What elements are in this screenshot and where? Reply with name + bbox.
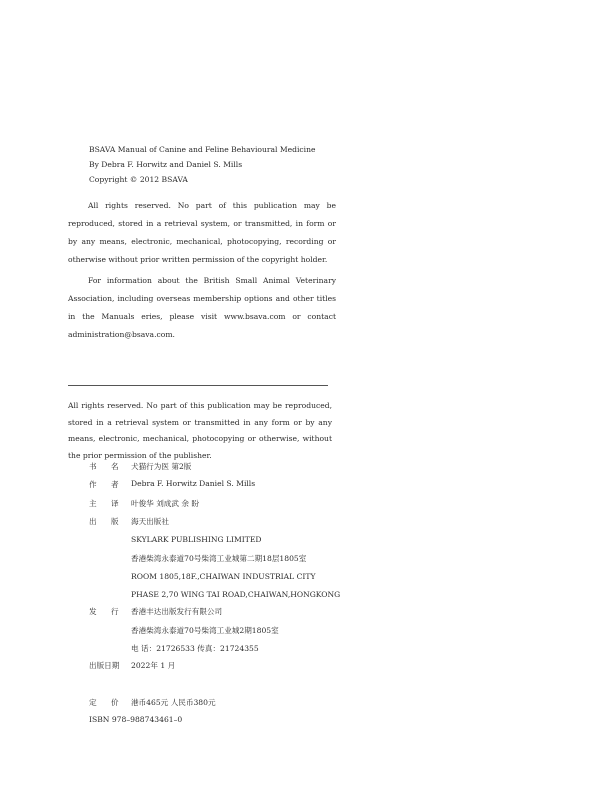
book-copyright: Copyright © 2012 BSAVA [89,175,188,184]
publisher-address-cn: 香港柴湾永泰道70号柴湾工业城第二期18层1805室 [131,554,307,563]
label-char: 书 [89,462,97,471]
label-char: 作 [89,480,97,489]
author-value: Debra F. Horwitz Daniel S. Mills [131,479,256,488]
translator-value: 叶俊华 刘成武 余 盼 [131,499,199,508]
label-char: 主 [89,499,97,508]
label-char: 定 [89,698,97,707]
book-title: BSAVA Manual of Canine and Feline Behavioural Medicine [89,145,316,154]
price-value: 港币465元 人民币380元 [131,698,216,707]
label-char: 译 [111,499,119,508]
book-authors: By Debra F. Horwitz and Daniel S. Mills [89,160,243,169]
phone-fax: 电 话：21726533 传真：21724355 [131,644,259,653]
publisher-address-en-1: ROOM 1805,18F.,CHAIWAN INDUSTRIAL CITY [131,572,316,581]
date-value: 2022年 1 月 [131,661,176,670]
label-char: 行 [111,607,119,616]
rights-text: All rights reserved. No part of this publication may be reproduced, stored in a retrieval system, or transmitted, in form or by any means, electronic, mechanical, photocopying, recording or otherwise without prior written permission of the copyright holder. [68,201,336,264]
label-char: 版 [111,517,119,526]
publisher-address-en-2: PHASE 2,70 WING TAI ROAD,CHAIWAN,HONGKONG [131,590,341,599]
book-title-value: 犬猫行为医 第2版 [131,462,192,471]
label-char: 发 [89,607,97,616]
distributor-value: 香港丰达出版发行有限公司 [131,607,223,616]
date-label: 出版日期 [89,661,120,670]
edition-rights-text: All rights reserved. No part of this publication may be reproduced, stored in a retrieval system or transmitted in any form or by any means, electronic, mechanical, photocopying or otherwise, without the prior permission of the publisher. [68,401,332,460]
publisher-english-name: SKYLARK PUBLISHING LIMITED [131,535,262,544]
label-char: 名 [111,462,119,471]
label-char: 出 [89,517,97,526]
association-text: For information about the British Small Animal Veterinary Association, including overseas membership options and other titles in the Manuals eries, please visit www.bsava.com or contact administration@bsava.com. [68,276,336,339]
publisher-value: 海天出版社 [131,517,169,526]
label-char: 者 [111,480,119,489]
isbn-value: ISBN 978–988743461–0 [89,715,183,724]
label-char: 价 [111,698,119,707]
distributor-address: 香港柴湾永泰道70号柴湾工业城2期1805室 [131,626,279,635]
